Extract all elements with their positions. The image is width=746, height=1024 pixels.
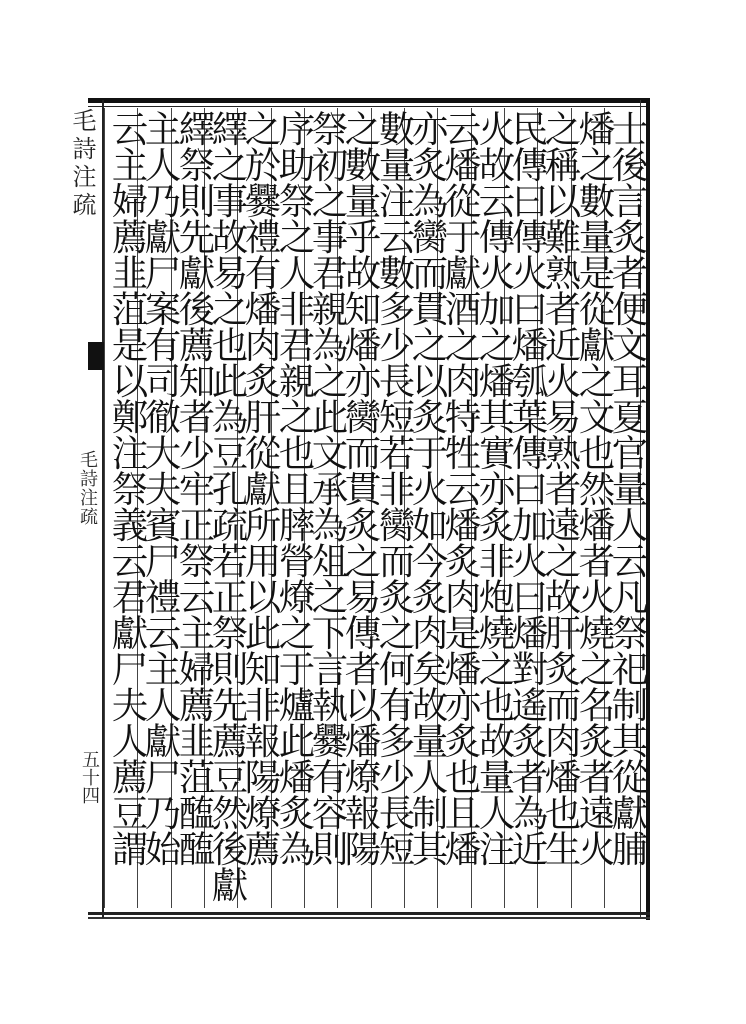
column-text: 之數量乎故知燔亦臠而貫炙之易傳者以燔燎報陽 <box>339 110 382 866</box>
column-text: 祭初之事君親為之此文承為俎之下言執爨有容則 <box>306 110 349 866</box>
column-text: 繹之事故易之也此為豆孔疏若正祭則先薦豆然後獻 <box>206 110 249 902</box>
column-text: 之於爨禮有燔肉炙肝從獻所用以此知非報陽燎薦 <box>239 110 282 866</box>
column-text: 亦炙為臠而貫之以炙于火如今炙肉矣故量人制其 <box>406 110 449 866</box>
column-text: 民傳曰傳火曰燔瓠葉傳曰加火曰燔對遙炙者為近 <box>506 110 549 866</box>
frame-bottom-border <box>88 912 650 915</box>
column-text: 之稱以難熟者近火易熟者遠之故肝炙而肉燔也生 <box>539 110 582 866</box>
margin-page-number: 五十四 <box>79 750 100 804</box>
column-text: 數量注云數多少長短若非臠而炙之何有多少長短 <box>373 110 416 866</box>
column-text: 士後言炙者便文耳夏官量人云凡祭祀制其從獻脯 <box>606 110 649 866</box>
margin-book-title: 毛詩注疏 <box>77 450 98 526</box>
text-columns <box>104 108 649 908</box>
text-column <box>104 108 148 908</box>
margin-header: 毛詩注疏 <box>68 108 96 220</box>
frame-top-border <box>88 98 650 103</box>
column-text: 云主婦薦韭菹是以鄭注祭義云君獻尸夫人薦豆謂 <box>106 110 149 866</box>
frame-top-inner-rule <box>88 106 650 107</box>
column-text: 云燔從于獻酒之肉特牲云燔炙肉是燔亦炙也且燔 <box>439 110 482 866</box>
column-text: 繹祭則先獻後薦知者少牢正祭云主婦薦韭菹醢醢 <box>173 110 216 866</box>
column-text: 燔之數量是從獻之文也然燔者火燒之名炙者遠火 <box>573 110 616 866</box>
column-text: 序助祭之人非君親之也且膟膋燎之于爐此燔炙為 <box>273 110 316 866</box>
fishtail-mark <box>88 342 104 370</box>
column-text: 主人乃獻尸案有司徹大夫賓尸禮云主人獻尸乃始 <box>139 110 182 866</box>
frame-bottom-inner-rule <box>88 917 650 919</box>
column-text: 火故云傳火加之燔其實亦炙非炮燒之也故量人注 <box>473 110 516 866</box>
